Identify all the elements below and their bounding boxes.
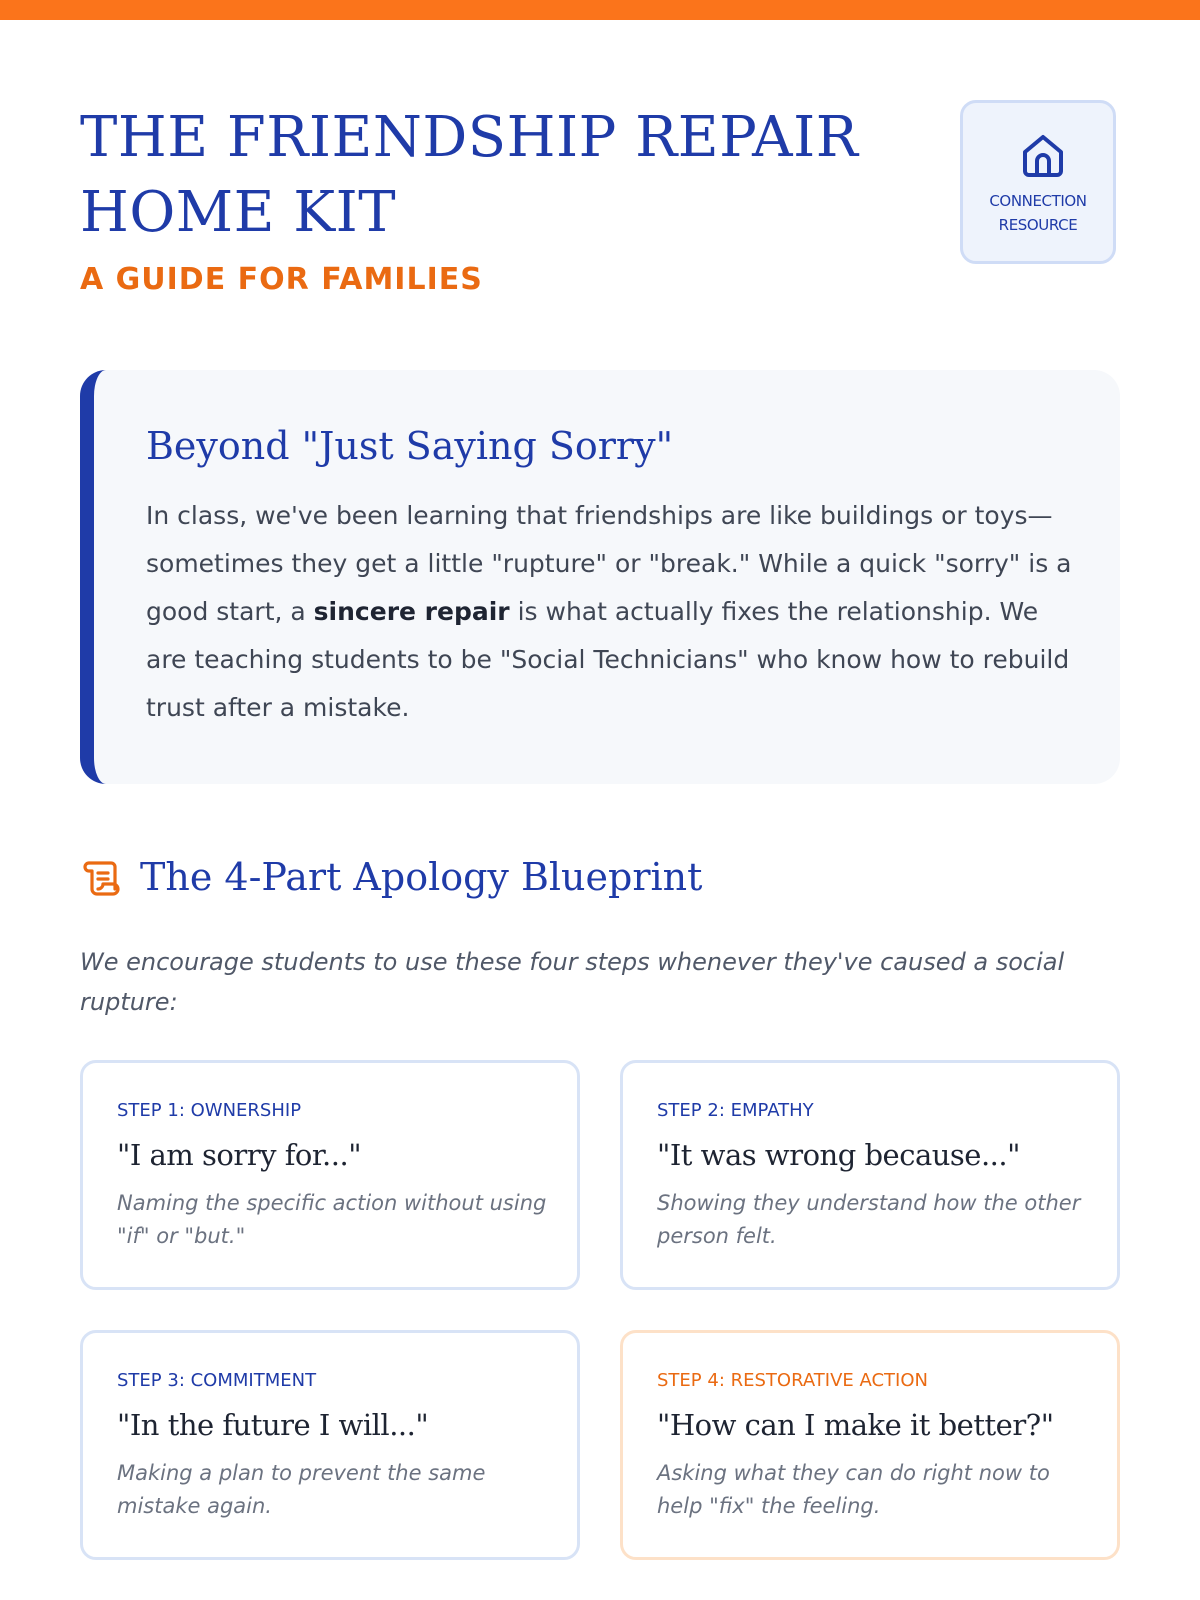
step-card-commitment — [80, 1330, 580, 1560]
step-label: STEP 2: EMPATHY — [657, 1100, 814, 1121]
intro-body — [146, 492, 1076, 732]
intro-body-emphasis: sincere repair — [313, 597, 510, 626]
step-card-restorative-action — [620, 1330, 1120, 1560]
step-description: Naming the specific action without using "if" or "but." — [117, 1191, 547, 1248]
step-label: STEP 3: COMMITMENT — [117, 1370, 317, 1391]
intro-title: Beyond "Just Saying Sorry" — [146, 424, 674, 468]
top-accent-bar — [0, 0, 1200, 20]
step-card-empathy — [620, 1060, 1120, 1290]
intro-panel — [80, 370, 1120, 784]
badge-label-line1: CONNECTION — [989, 192, 1087, 210]
step-quote: "I am sorry for..." — [117, 1138, 362, 1172]
connection-resource-badge — [960, 100, 1116, 264]
intro-body-text-end: is what actually fixes the relationship. We are teaching students to be "Social Technicians" who know how to rebuild trust after a mistake. — [146, 597, 1070, 722]
section-intro: We encourage students to use these four steps whenever they've caused a social rupture: — [80, 948, 1065, 1016]
page-title: THE FRIENDSHIP REPAIR HOME KIT — [80, 105, 859, 245]
section-title: The 4-Part Apology Blueprint — [140, 855, 703, 899]
step-quote: "It was wrong because..." — [657, 1138, 1020, 1172]
step-description: Making a plan to prevent the same mistake again. — [117, 1461, 486, 1518]
step-label: STEP 4: RESTORATIVE ACTION — [657, 1370, 928, 1391]
step-description: Showing they understand how the other person felt. — [657, 1191, 1081, 1248]
intro-body-text-start: In class, we've been learning that friendships are like buildings or toys—sometimes they get a little "rupture" or "break." While a quick "sorry" is a good start, a — [146, 501, 1072, 626]
badge-label — [963, 189, 1113, 237]
page-subtitle: A GUIDE FOR FAMILIES — [80, 262, 483, 297]
step-quote: "In the future I will..." — [117, 1408, 429, 1442]
step-label: STEP 1: OWNERSHIP — [117, 1100, 302, 1121]
step-description: Asking what they can do right now to help "fix" the feeling. — [657, 1461, 1050, 1518]
scroll-icon — [80, 858, 120, 898]
home-icon — [1019, 131, 1067, 179]
step-quote: "How can I make it better?" — [657, 1408, 1054, 1442]
step-card-ownership — [80, 1060, 580, 1290]
badge-label-line2: RESOURCE — [998, 216, 1078, 234]
